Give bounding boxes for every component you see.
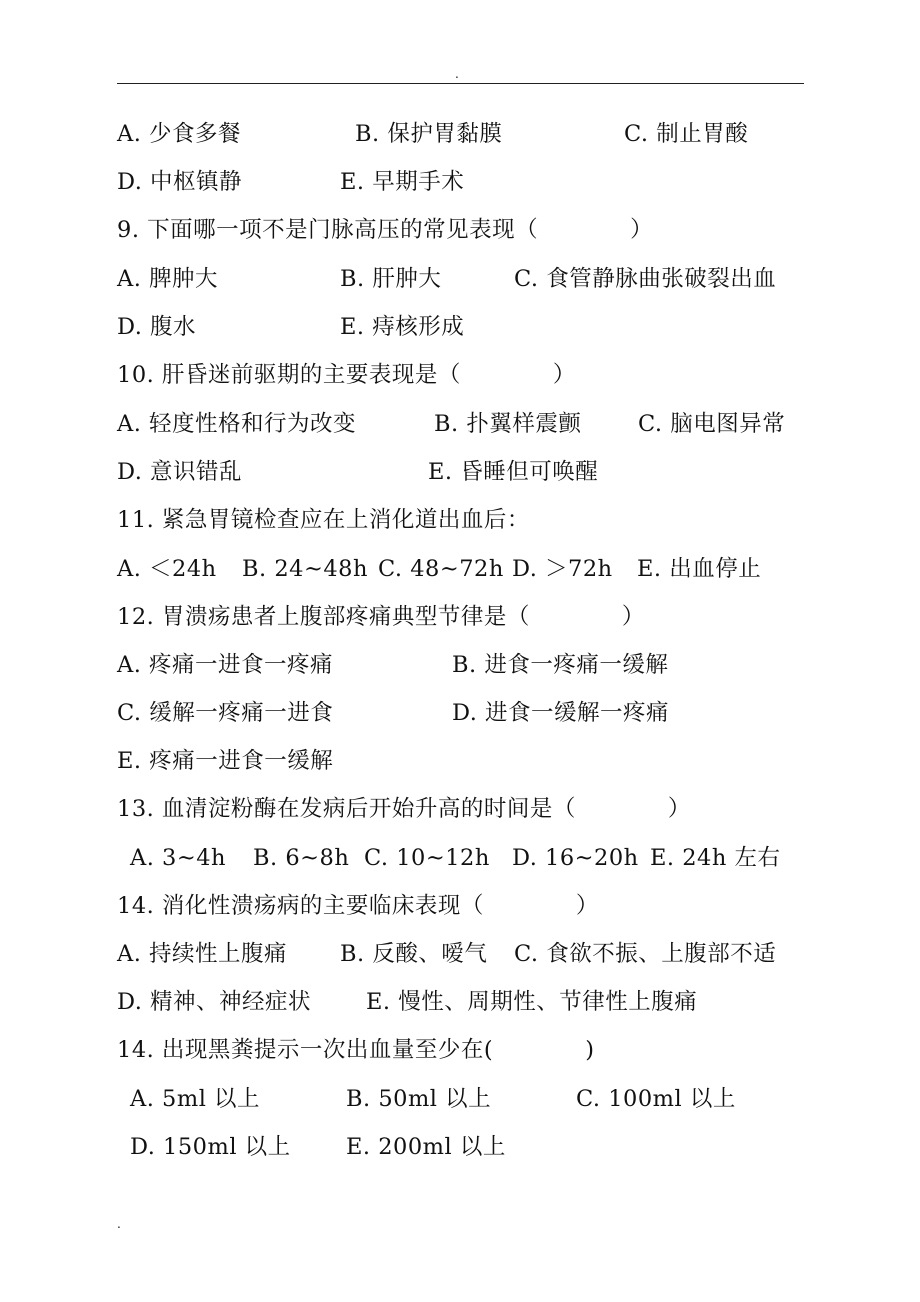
q12-option-c: C. 缓解一疼痛一进食 <box>117 700 334 726</box>
q13-option-d: D. 16~20h <box>512 845 639 871</box>
q14a-option-b: B. 反酸、嗳气 <box>340 941 488 967</box>
q13-option-a: A. 3~4h <box>130 845 227 871</box>
q8-option-d: D. 中枢镇静 <box>117 169 243 195</box>
q9-option-b: B. 肝肿大 <box>340 266 442 292</box>
header-dot: . <box>455 67 459 81</box>
q8-option-c: C. 制止胃酸 <box>624 121 749 147</box>
q10-option-c: C. 脑电图异常 <box>638 411 786 437</box>
q12-option-d: D. 进食一缓解一疼痛 <box>452 700 670 726</box>
q8-option-e: E. 早期手术 <box>340 169 465 195</box>
question-9-stem: 9. 下面哪一项不是门脉高压的常见表现（ ） <box>117 217 654 243</box>
q14b-option-c: C. 100ml 以上 <box>576 1086 736 1112</box>
q14a-option-e: E. 慢性、周期性、节律性上腹痛 <box>366 989 698 1015</box>
question-10-stem: 10. 肝昏迷前驱期的主要表现是（ ） <box>117 362 576 388</box>
q14b-option-d: D. 150ml 以上 <box>130 1134 291 1160</box>
q10-option-e: E. 昏睡但可唤醒 <box>428 459 599 485</box>
question-13-stem: 13. 血清淀粉酶在发病后开始升高的时间是（ ） <box>117 796 691 822</box>
q9-option-e: E. 痔核形成 <box>340 314 465 340</box>
q14a-option-a: A. 持续性上腹痛 <box>117 941 288 967</box>
footer-dot: . <box>117 1217 121 1231</box>
q11-option-e: E. 出血停止 <box>637 556 762 582</box>
q11-option-b: B. 24~48h <box>242 556 368 582</box>
question-14b-stem: 14. 出现黑粪提示一次出血量至少在( ) <box>117 1037 595 1063</box>
q8-option-b: B. 保护胃黏膜 <box>355 121 503 147</box>
question-11-stem: 11. 紧急胃镜检查应在上消化道出血后： <box>117 507 530 533</box>
q12-option-b: B. 进食一疼痛一缓解 <box>452 652 669 678</box>
q14b-option-e: E. 200ml 以上 <box>346 1134 506 1160</box>
q14b-option-a: A. 5ml 以上 <box>130 1086 261 1112</box>
q12-option-a: A. 疼痛一进食一疼痛 <box>117 652 334 678</box>
q14a-option-d: D. 精神、神经症状 <box>117 989 312 1015</box>
q12-option-e: E. 疼痛一进食一缓解 <box>117 748 334 774</box>
q14a-option-c: C. 食欲不振、上腹部不适 <box>514 941 777 967</box>
q9-option-d: D. 腹水 <box>117 314 197 340</box>
q9-option-a: A. 脾肿大 <box>117 266 219 292</box>
q10-option-d: D. 意识错乱 <box>117 459 243 485</box>
question-14a-stem: 14. 消化性溃疡病的主要临床表现（ ） <box>117 893 599 919</box>
q13-option-b: B. 6~8h <box>253 845 350 871</box>
q9-option-c: C. 食管静脉曲张破裂出血 <box>514 266 777 292</box>
question-12-stem: 12. 胃溃疡患者上腹部疼痛典型节律是（ ） <box>117 604 645 630</box>
q13-option-e: E. 24h 左右 <box>650 845 781 871</box>
q10-option-a: A. 轻度性格和行为改变 <box>117 411 357 437</box>
q11-option-d: D. ＞72h <box>512 556 613 582</box>
q11-option-c: C. 48~72h <box>378 556 504 582</box>
q13-option-c: C. 10~12h <box>364 845 490 871</box>
q14b-option-b: B. 50ml 以上 <box>346 1086 492 1112</box>
q8-option-a: A. 少食多餐 <box>117 121 242 147</box>
q11-option-a: A. ＜24h <box>117 556 217 582</box>
q10-option-b: B. 扑翼样震颤 <box>434 411 582 437</box>
header-rule <box>117 83 804 84</box>
